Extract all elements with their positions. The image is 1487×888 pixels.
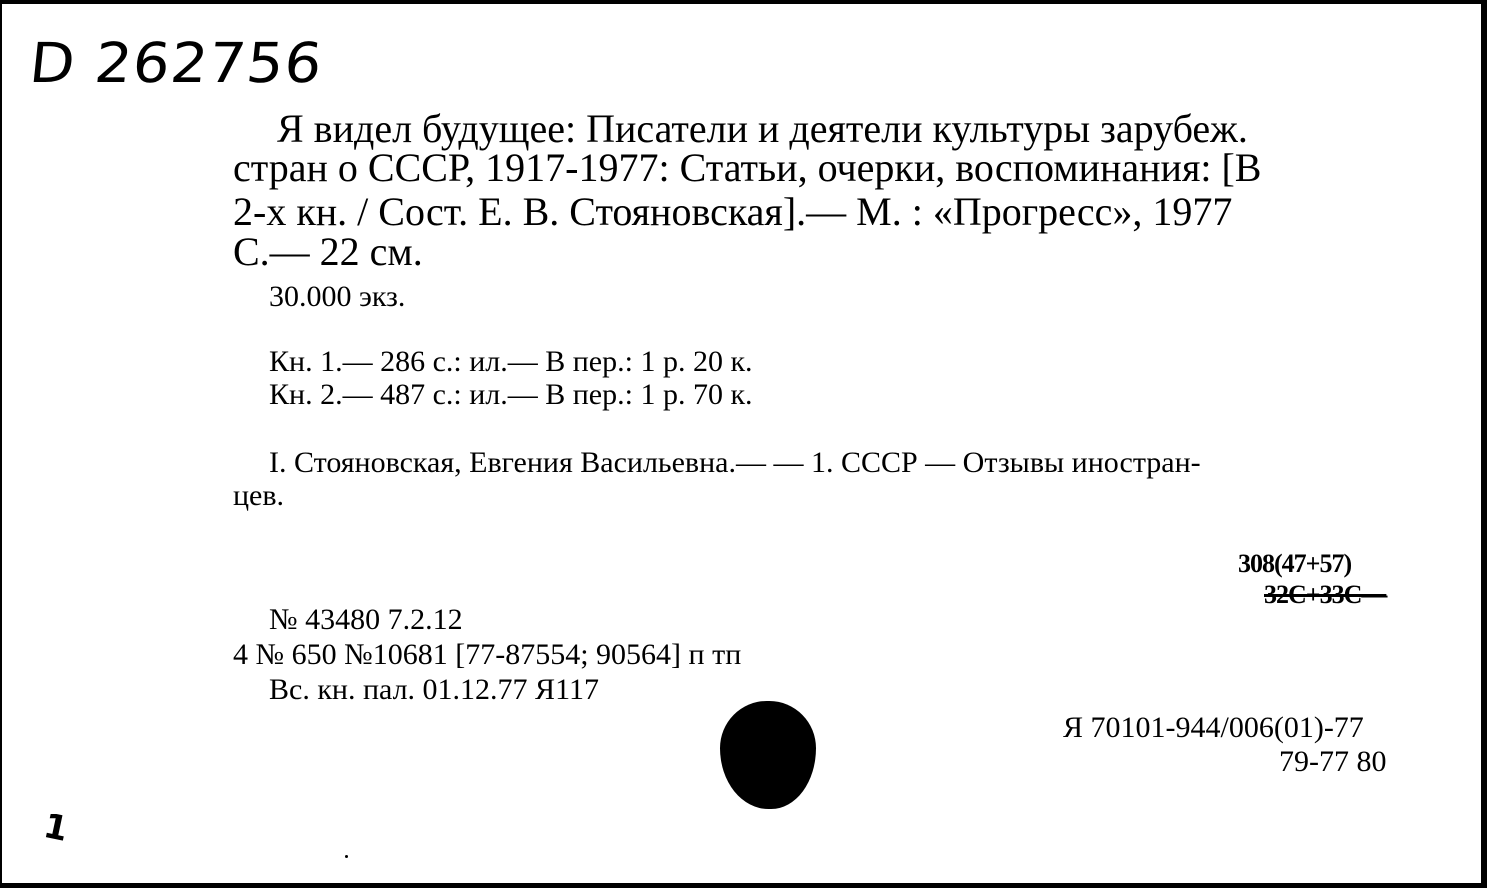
title-line-1: Я видел будущее: Писатели и деятели культуры зарубеж. <box>277 106 1248 151</box>
handwritten-call-number: D 262756 <box>26 30 326 96</box>
book-chamber-line: Вс. кн. пал. 01.12.77 Я117 <box>269 673 599 706</box>
corner-handwritten-mark: 1 <box>40 805 72 851</box>
index-code-line-2: 79-77 80 <box>1279 745 1387 778</box>
index-code-line-1: Я 70101-944/006(01)-77 <box>1063 711 1364 744</box>
order-number: 4 № 650 №10681 [77-87554; 90564] п тп <box>233 638 742 671</box>
classification-code: 308(47+57) <box>1238 549 1352 578</box>
volume-2: Кн. 2.— 487 с.: ил.— В пер.: 1 р. 70 к. <box>269 378 753 411</box>
print-run: 30.000 экз. <box>269 280 406 313</box>
title-line-4: С.— 22 см. <box>233 229 423 274</box>
punch-hole <box>720 701 816 809</box>
subject-heading-line-1: I. Стояновская, Евгения Васильевна.— — 1. СССР — Отзывы иностран- <box>269 446 1201 479</box>
title-line-3: 2-х кн. / Сост. Е. В. Стояновская].— М. : «Прогресс», 1977 <box>233 189 1233 234</box>
subject-heading-line-2: цев. <box>233 479 285 512</box>
volume-1: Кн. 1.— 286 с.: ил.— В пер.: 1 р. 20 к. <box>269 345 753 378</box>
classification-code-struck: 32С+33С— <box>1264 580 1387 609</box>
title-line-2: стран о СССР, 1917-1977: Статьи, очерки, воспоминания: [В <box>233 145 1262 190</box>
ink-dot <box>345 855 348 858</box>
card-number: № 43480 7.2.12 <box>269 603 463 636</box>
